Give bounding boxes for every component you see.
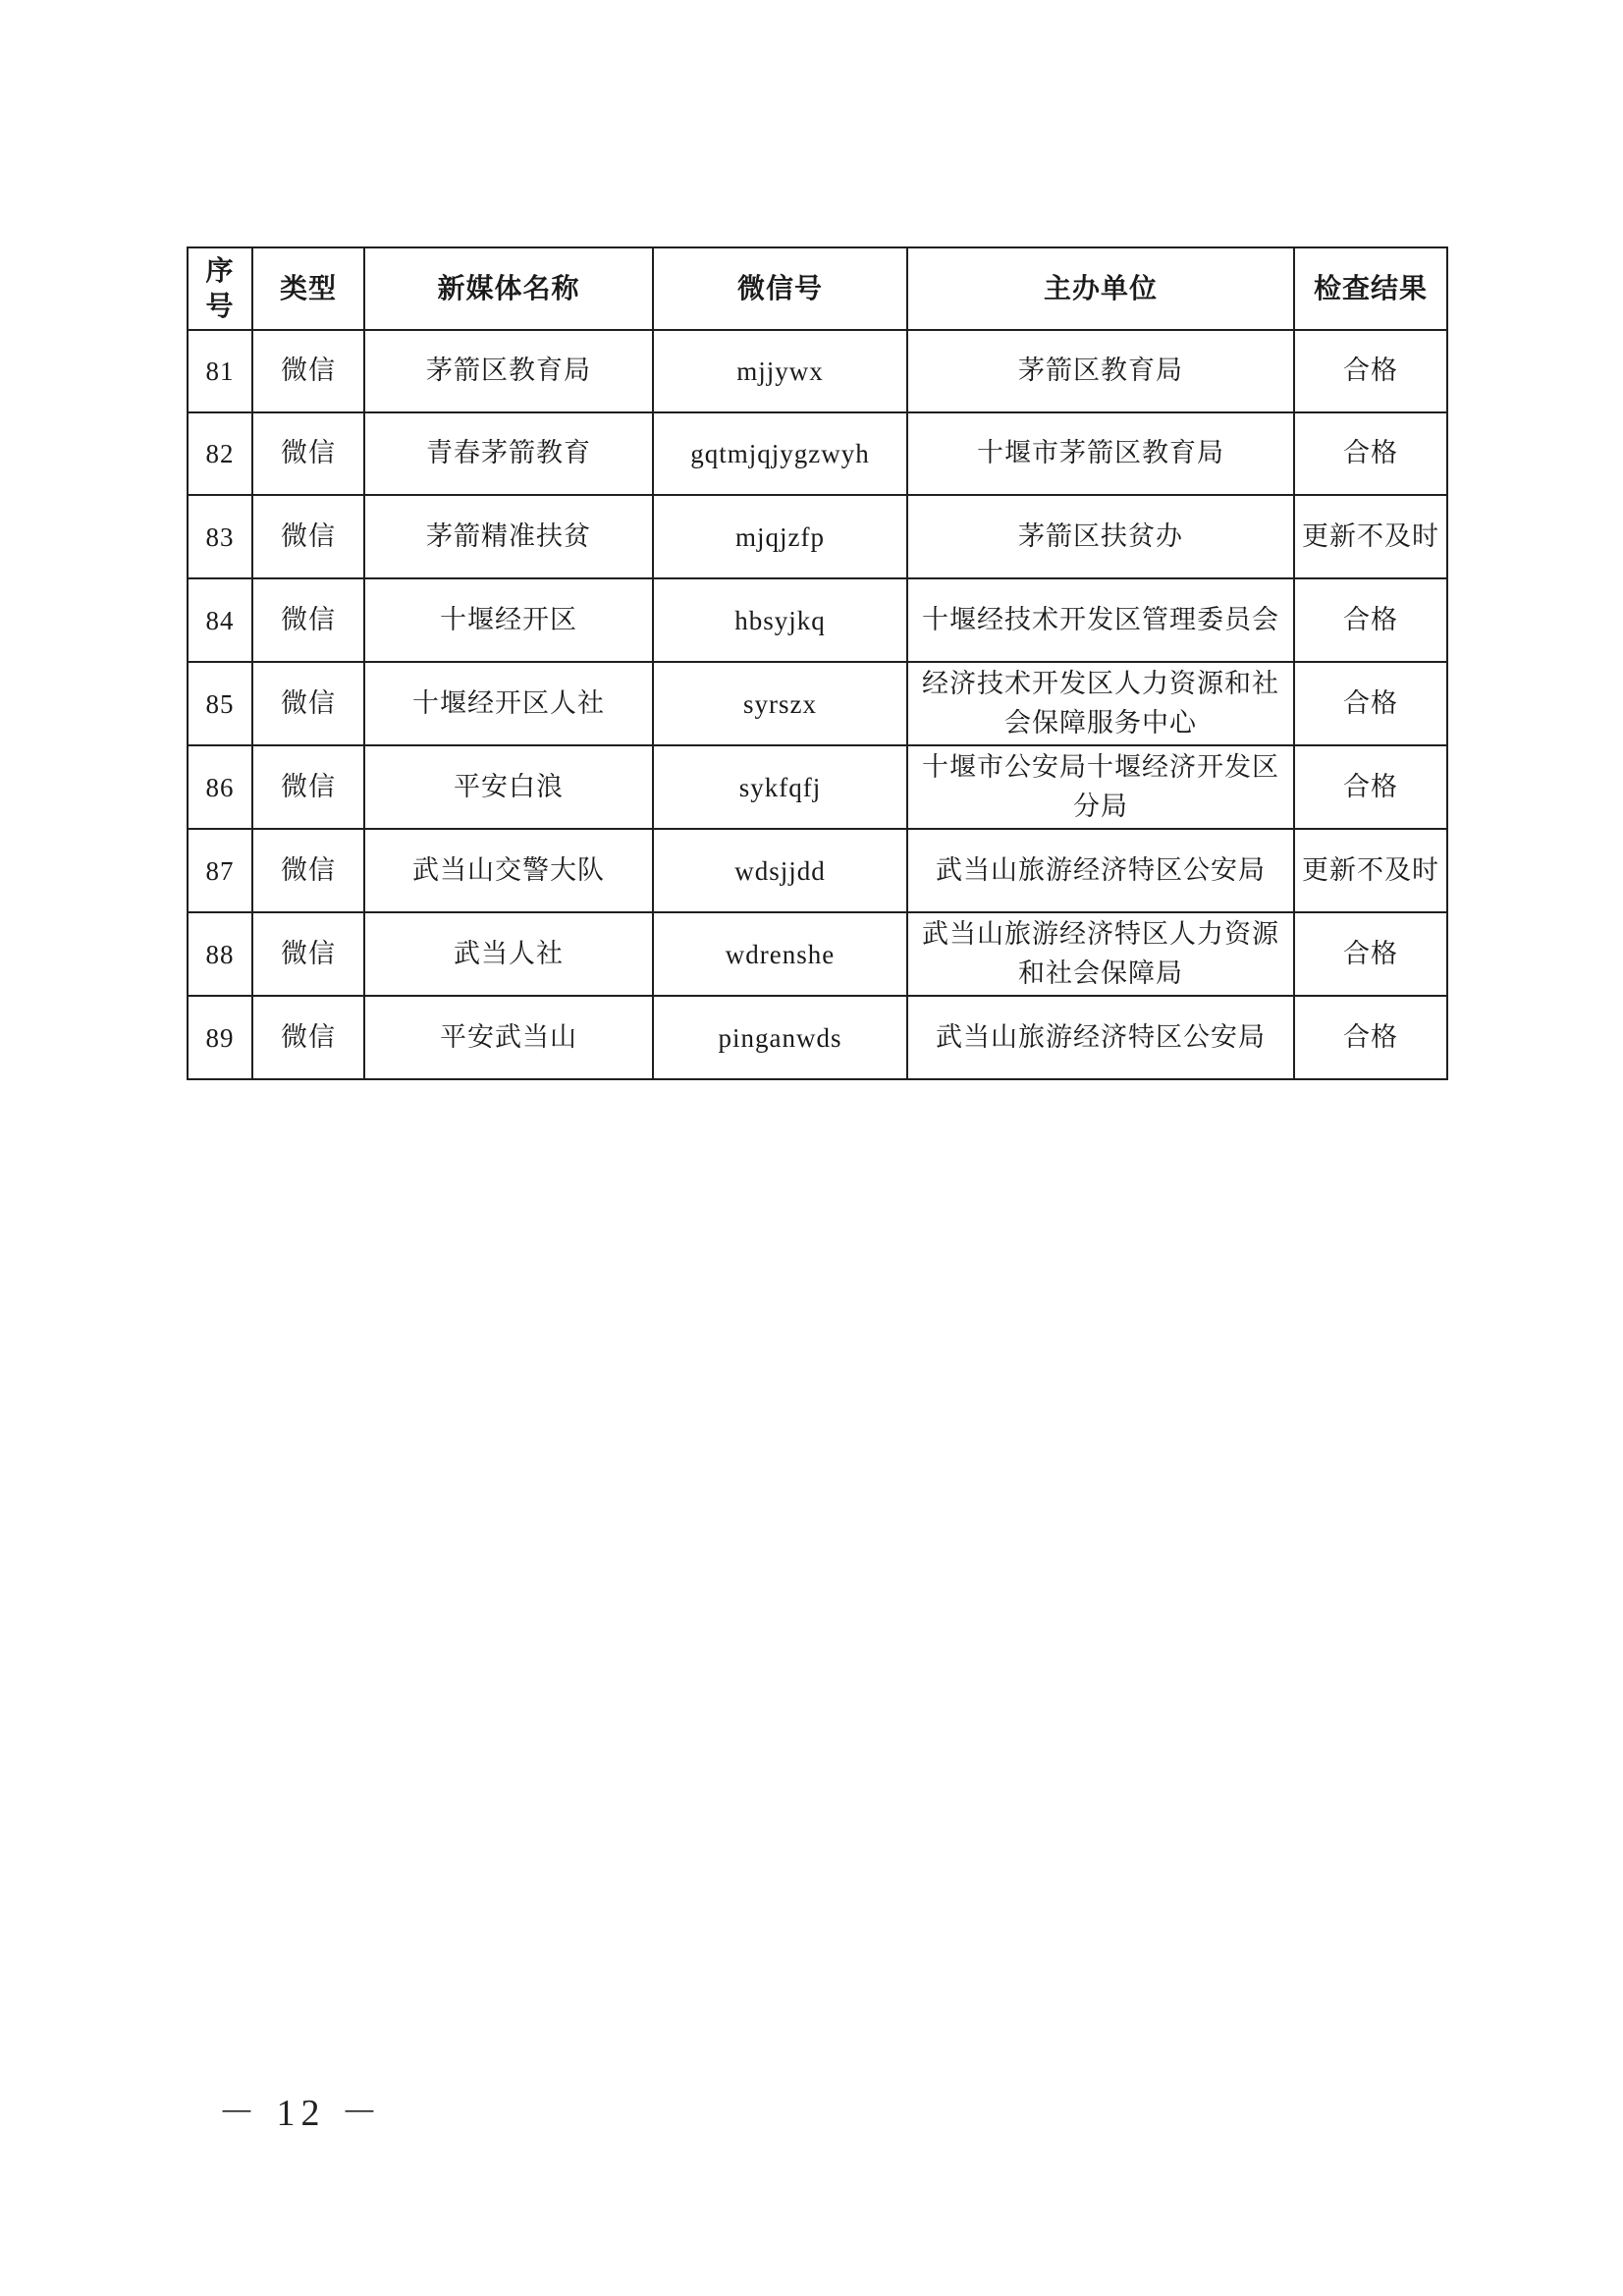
table-body [188,330,1447,1079]
cell-host: 武当山旅游经济特区公安局 [907,996,1294,1079]
cell-type: 微信 [252,745,364,829]
cell-type: 微信 [252,829,364,912]
cell-wechat-id: gqtmjqjygzwyh [653,412,907,495]
table-row [188,996,1447,1079]
cell-media-name: 茅箭区教育局 [364,330,653,412]
table-row [188,745,1447,829]
cell-result: 合格 [1294,578,1447,662]
cell-media-name: 十堰经开区人社 [364,662,653,745]
cell-type: 微信 [252,662,364,745]
table-header-row [188,247,1447,330]
cell-media-name: 武当山交警大队 [364,829,653,912]
cell-wechat-id: hbsyjkq [653,578,907,662]
header-wechat-id: 微信号 [653,247,907,330]
cell-type: 微信 [252,578,364,662]
table-row [188,495,1447,578]
header-result: 检查结果 [1294,247,1447,330]
cell-result: 合格 [1294,996,1447,1079]
cell-wechat-id: wdrenshe [653,912,907,996]
cell-wechat-id: pinganwds [653,996,907,1079]
cell-wechat-id: wdsjjdd [653,829,907,912]
cell-media-name: 茅箭精准扶贫 [364,495,653,578]
cell-wechat-id: syrszx [653,662,907,745]
cell-result: 更新不及时 [1294,495,1447,578]
cell-media-name: 平安武当山 [364,996,653,1079]
cell-result: 合格 [1294,912,1447,996]
cell-host: 十堰市公安局十堰经济开发区分局 [907,745,1294,829]
cell-type: 微信 [252,912,364,996]
cell-seq: 88 [188,912,252,996]
table-row [188,330,1447,412]
cell-host: 武当山旅游经济特区人力资源和社会保障局 [907,912,1294,996]
table-row [188,662,1447,745]
cell-host: 十堰市茅箭区教育局 [907,412,1294,495]
cell-media-name: 平安白浪 [364,745,653,829]
cell-result: 合格 [1294,412,1447,495]
cell-media-name: 青春茅箭教育 [364,412,653,495]
cell-media-name: 十堰经开区 [364,578,653,662]
cell-media-name: 武当人社 [364,912,653,996]
header-seq: 序号 [188,247,252,330]
cell-result: 合格 [1294,330,1447,412]
cell-seq: 87 [188,829,252,912]
cell-host: 十堰经技术开发区管理委员会 [907,578,1294,662]
media-inspection-table [187,246,1448,1080]
cell-result: 合格 [1294,745,1447,829]
cell-result: 合格 [1294,662,1447,745]
table-row [188,578,1447,662]
cell-type: 微信 [252,495,364,578]
table-row [188,412,1447,495]
table-row [188,912,1447,996]
cell-seq: 81 [188,330,252,412]
cell-host: 茅箭区扶贫办 [907,495,1294,578]
header-host: 主办单位 [907,247,1294,330]
cell-type: 微信 [252,996,364,1079]
cell-seq: 84 [188,578,252,662]
cell-seq: 86 [188,745,252,829]
cell-wechat-id: mjjywx [653,330,907,412]
cell-host: 武当山旅游经济特区公安局 [907,829,1294,912]
cell-type: 微信 [252,412,364,495]
table-row [188,829,1447,912]
cell-host: 茅箭区教育局 [907,330,1294,412]
cell-result: 更新不及时 [1294,829,1447,912]
header-name: 新媒体名称 [364,247,653,330]
cell-seq: 89 [188,996,252,1079]
cell-wechat-id: mjqjzfp [653,495,907,578]
cell-type: 微信 [252,330,364,412]
page-number: － 12 － [218,2093,385,2134]
cell-seq: 85 [188,662,252,745]
cell-wechat-id: sykfqfj [653,745,907,829]
header-type: 类型 [252,247,364,330]
cell-host: 经济技术开发区人力资源和社会保障服务中心 [907,662,1294,745]
cell-seq: 83 [188,495,252,578]
cell-seq: 82 [188,412,252,495]
